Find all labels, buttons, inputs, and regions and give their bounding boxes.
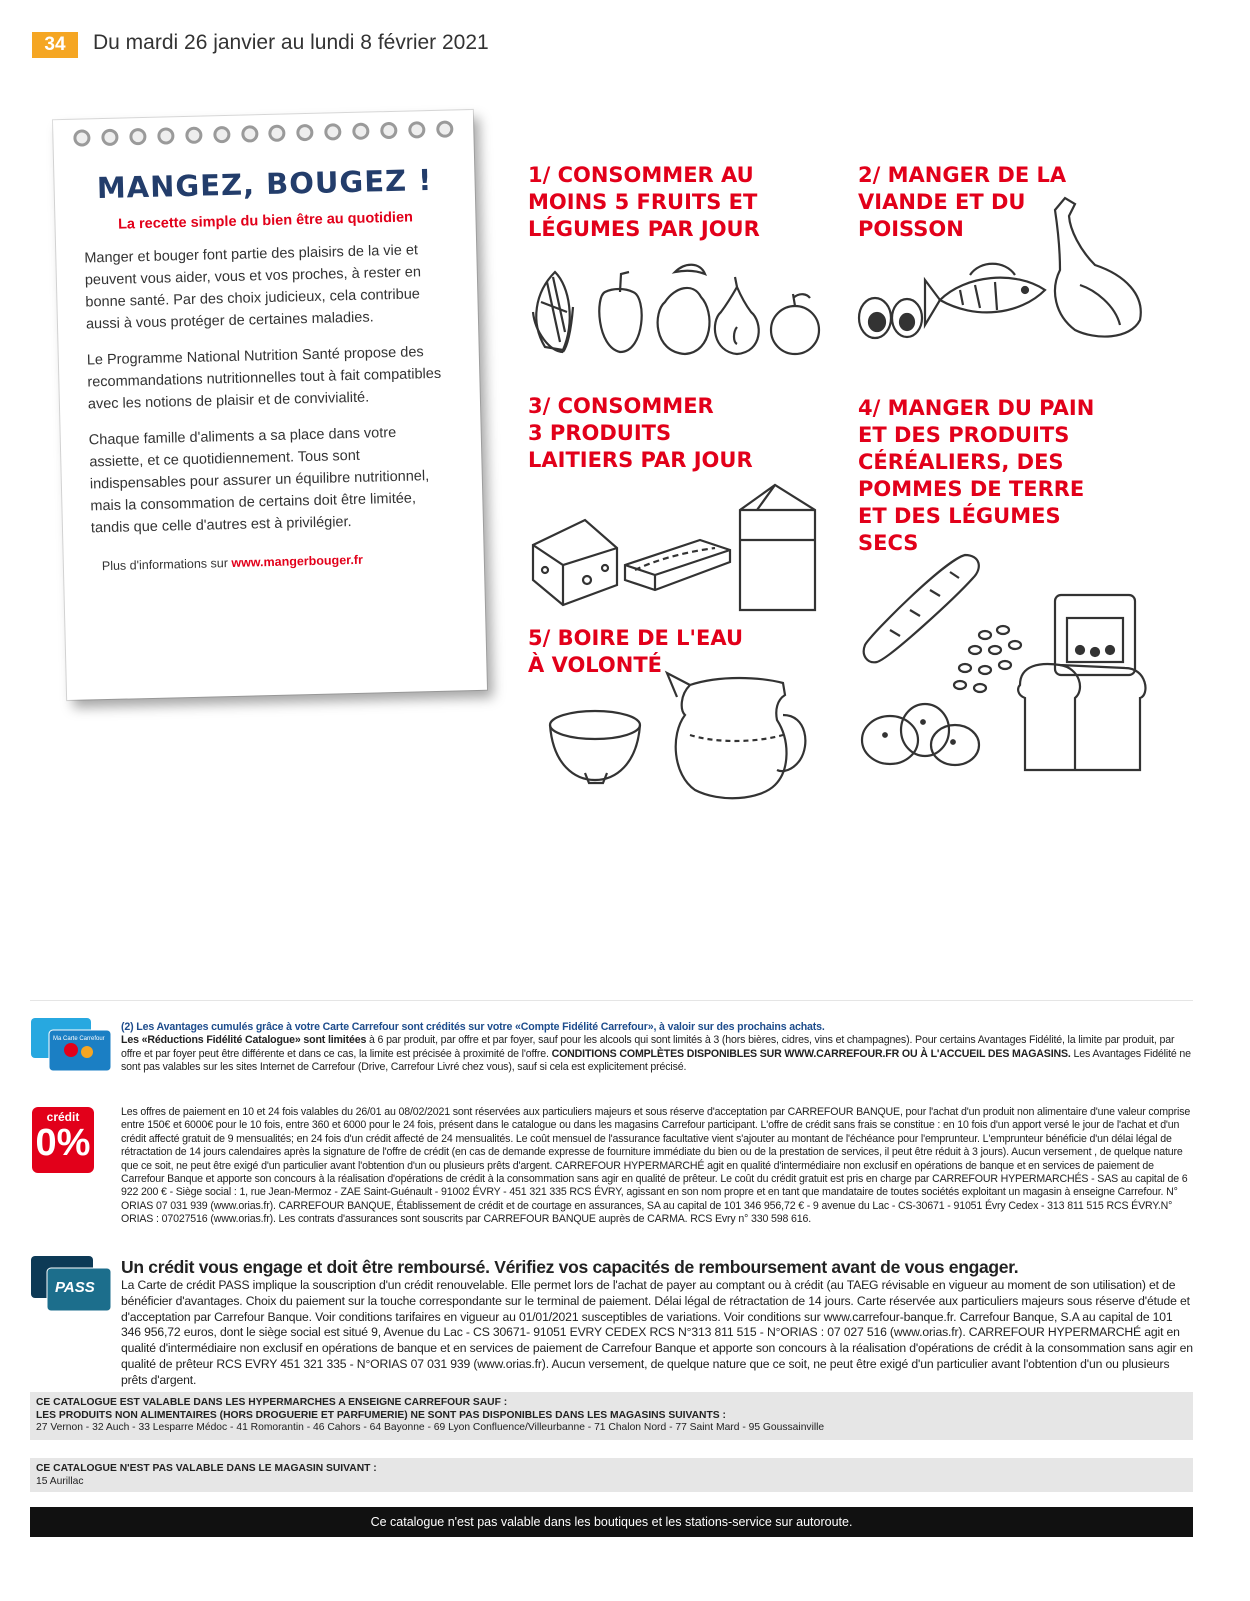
fidelite-terms: (2) Les Avantages cumulés grâce à votre Carte Carrefour sont crédités sur votre «Compte Fidélité Carrefour», à valoir sur des prochains achats. Les «Réductions Fidélité Catalogue» sont limitées à 6 par produit, par offre et par foyer, sauf pour les alcools qui sont limités à 3 (hors bières, cidres, vins et champagnes). Pour certains Avantages Fidélité, la limite par produit, par offre et par foyer peut être différente et dans ce cas, la limite est précisée à proximité de l'offre. CONDITIONS COMPLÈTES DISPONIBLES SUR WWW.CARREFOUR.FR OU À L'ACCUEIL DES MAGASINS. Les Avantages Fidélité ne sont pas valables sur les sites Internet de Carrefour (Drive, Carrefour Livré chez vous), sauf si cela est explicitement précisé. bbox=[121, 1021, 1193, 1075]
fruits-vegetables-illustration bbox=[525, 252, 825, 362]
spiral-binding bbox=[73, 120, 453, 149]
divider bbox=[30, 1000, 1193, 1001]
tip-cereals: 4/ MANGER DU PAIN ET DES PRODUITS CÉRÉALIERS, DES POMMES DE TERRE ET DES LÉGUMES SECS bbox=[858, 396, 1095, 555]
footer-notice-bar: Ce catalogue n'est pas valable dans les boutiques et les stations-service sur autoroute. bbox=[30, 1507, 1193, 1537]
pass-heading: Un crédit vous engage et doit être remboursé. Vérifiez vos capacités de remboursement avant de vous engager. bbox=[121, 1257, 1019, 1277]
note-paragraph: Manger et bouger font partie des plaisirs de la vie et peuvent vous aider, vous et vos proches, à rester en bonne santé. Par des choix judicieux, cela contribue aussi à vous protéger de certaines maladies. bbox=[84, 242, 422, 333]
exclusion-box: CE CATALOGUE N'EST PAS VALABLE DANS LE MAGASIN SUIVANT : 15 Aurillac bbox=[30, 1458, 1193, 1492]
excluded-stores-list: 27 Vernon - 32 Auch - 33 Lesparre Médoc - 41 Romorantin - 46 Cahors - 64 Bayonne - 69 Lyon Confluence/Villeurbanne - 71 Chalon Nord - 77 Saint Mard - 95 Goussainville bbox=[36, 1422, 825, 1434]
fidelite-line1: (2) Les Avantages cumulés grâce à votre Carte Carrefour sont crédités sur votre «Compte Fidélité Carrefour», à valoir sur des prochains achats. bbox=[121, 1021, 825, 1033]
mangerbouger-link[interactable]: www.mangerbouger.fr bbox=[231, 552, 364, 570]
credit-0-badge: crédit 0% bbox=[32, 1107, 94, 1173]
svg-text:PASS: PASS bbox=[55, 1279, 95, 1296]
fidelite-conditions: CONDITIONS COMPLÈTES DISPONIBLES SUR WWW.CARREFOUR.FR OU À L'ACCUEIL DES MAGASINS. bbox=[551, 1047, 1071, 1060]
carrefour-card-icon bbox=[31, 1018, 113, 1072]
note-title: MANGEZ, BOUGEZ ! bbox=[96, 162, 433, 206]
bread-grains-illustration bbox=[855, 550, 1155, 775]
tip-fruits-vegetables: 1/ CONSOMMER AU MOINS 5 FRUITS ET LÉGUMES PAR JOUR bbox=[528, 163, 760, 241]
tip-water: 5/ BOIRE DE L'EAU À VOLONTÉ bbox=[528, 626, 743, 677]
tip-meat-fish: 2/ MANGER DE LA VIANDE ET DU POISSON bbox=[858, 163, 1067, 241]
pass-body: La Carte de crédit PASS implique la souscription d'un crédit renouvelable. Elle permet lors de l'achat de payer au comptant ou à crédit (au TAEG révisable en vigueur au moment de son utilisation) et de bénéficier d'avantages. Choix du paiement sur la touche correspondante sur le terminal de paiement. Délai légal de rétractation de 14 jours. Carte réservée aux particuliers majeurs sous réserve d'étude et d'acceptation par Carrefour Banque. Voir conditions tarifaires en vigueur au 01/01/2021 susceptibles de variations. Voir conditions sur www.carrefour-banque.fr. Carrefour Banque, S.A au capital de 101 346 956,72 euros, dont le siège social est situé 9, Avenue du Lac - CS 30671- 91051 EVRY CEDEX RCS N°313 811 515 - N°ORIAS : 07 027 516 (www.orias.fr). CARREFOUR HYPERMARCHÉ agit en qualité d'intermédiaire non exclusif en opérations de banque et en services de paiement de Carrefour Banque et apporte son concours à la réalisation d'opérations de crédit à la consommation sans agir en qualité de prêteur RCS EVRY 451 321 335 - N°ORIAS 07 031 939 (www.orias.fr). Aucun versement, de quelque nature que ce soit, ne peut être exigé d'un particulier avant l'obtention d'un ou plusieurs prêts d'argent. bbox=[121, 1278, 1193, 1387]
page-number: 34 bbox=[32, 32, 78, 58]
meat-fish-illustration bbox=[855, 190, 1155, 350]
note-paragraph: Chaque famille d'aliments a sa place dans votre assiette, et ce quotidiennement. Tous sont indispensables pour assurer un équilibre nutritionnel, mais la consommation de certains doit être limitée, tandis que celle d'autres est à privilégier. bbox=[88, 424, 430, 537]
pass-terms bbox=[121, 1256, 1193, 1389]
excluded-store: 15 Aurillac bbox=[36, 1475, 84, 1487]
credit-terms: Les offres de paiement en 10 et 24 fois valables du 26/01 au 08/02/2021 sont réservées aux particuliers majeurs et sous réserve d'acceptation par CARREFOUR BANQUE, pour l'achat d'un produit non alimentaire d'une valeur comprise entre 150€ et 6000€ pour le 10 fois, entre 360 et 6000 pour le 24 fois, présent dans le catalogue ou dans les magasins Carrefour participant. L'offre de crédit sans frais se constitue : en 10 fois d'un apport versé le jour de l'achat et d'un crédit affecté gratuit de 9 mensualités; en 24 fois d'un crédit affecté de 24 mensualités. Le coût mensuel de l'assurance facultative vient s'ajouter au montant de l'échéance pour l'emprunteur. L'emprunteur bénéficie d'un délai légal de rétractation de 14 jours calendaires après la signature de l'offre de crédit (en cas de demande expresse de fourniture immédiate du bien ou de la prestation de services, il peut être réduit à 3 jours). Aucun versement , de quelque nature que ce soit, ne peut être exigé d'un particulier avant l'obtention d'un ou plusieurs prêts d'argent. CARREFOUR HYPERMARCHÉ agit en qualité d'intermédiaire non exclusif en opérations de banque et en services de paiement de Carrefour Banque et apporte son concours à la réalisation d'opérations de crédit à la consommation sans agir en qualité de prêteur. Le coût du crédit gratuit est pris en charge par CARREFOUR HYPERMARCHÉS - SAS au capital de 6 922 200 € - Siège social : 1, rue Jean-Mermoz - ZAE Saint-Guénault - 91002 ÉVRY - 451 321 335 RCS ÉVRY, agissant en son nom propre et en tant que mandataire de toutes sociétés exploitant un magasin à enseigne Carrefour. N° ORIAS 07 031 939 (www.orias.fr). CARREFOUR BANQUE, Établissement de crédit et de courtage en assurances, SA au capital de 101 346 956,72 € - 9 avenue du Lac - CS-30671 - 91051 Évry Cedex - 313 811 515 RCS ÉVRY.N° ORIAS : 07027516 (www.orias.fr). Les contrats d'assurances sont souscrits par CARREFOUR BANQUE auprès de CARMA. RCS Evry n° 330 598 616. bbox=[121, 1106, 1191, 1226]
tip-dairy: 3/ CONSOMMER 3 PRODUITS LAITIERS PAR JOUR bbox=[528, 394, 753, 472]
fidelite-bold: Les «Réductions Fidélité Catalogue» sont limitées bbox=[121, 1034, 367, 1047]
note-subtitle: La recette simple du bien être au quotidien bbox=[117, 209, 414, 233]
date-range: Du mardi 26 janvier au lundi 8 février 2021 bbox=[93, 31, 489, 54]
note-paragraph: Le Programme National Nutrition Santé propose des recommandations nutritionnelles tout à fait compatibles avec les notions de plaisir et de convivialité. bbox=[86, 344, 442, 413]
water-illustration bbox=[545, 655, 815, 805]
svg-text:Ma Carte Carrefour: Ma Carte Carrefour bbox=[53, 1036, 105, 1042]
dairy-illustration bbox=[525, 480, 825, 620]
pass-card-icon bbox=[31, 1256, 113, 1312]
more-info: Plus d'informations sur www.mangerbouger.fr bbox=[101, 552, 364, 574]
nutrition-note-card bbox=[53, 110, 487, 700]
validity-box: CE CATALOGUE EST VALABLE DANS LES HYPERMARCHES A ENSEIGNE CARREFOUR SAUF : LES PRODUITS NON ALIMENTAIRES (HORS DROGUERIE ET PARFUMERIE) NE SONT PAS DISPONIBLES DANS LES MAGASINS SUIVANTS : 27 Vernon - 32 Auch - 33 Lesparre Médoc - 41 Romorantin - 46 Cahors - 64 Bayonne - 69 Lyon Confluence/Villeurbanne - 71 Chalon Nord - 77 Saint Mard - 95 Goussainville bbox=[30, 1392, 1193, 1440]
